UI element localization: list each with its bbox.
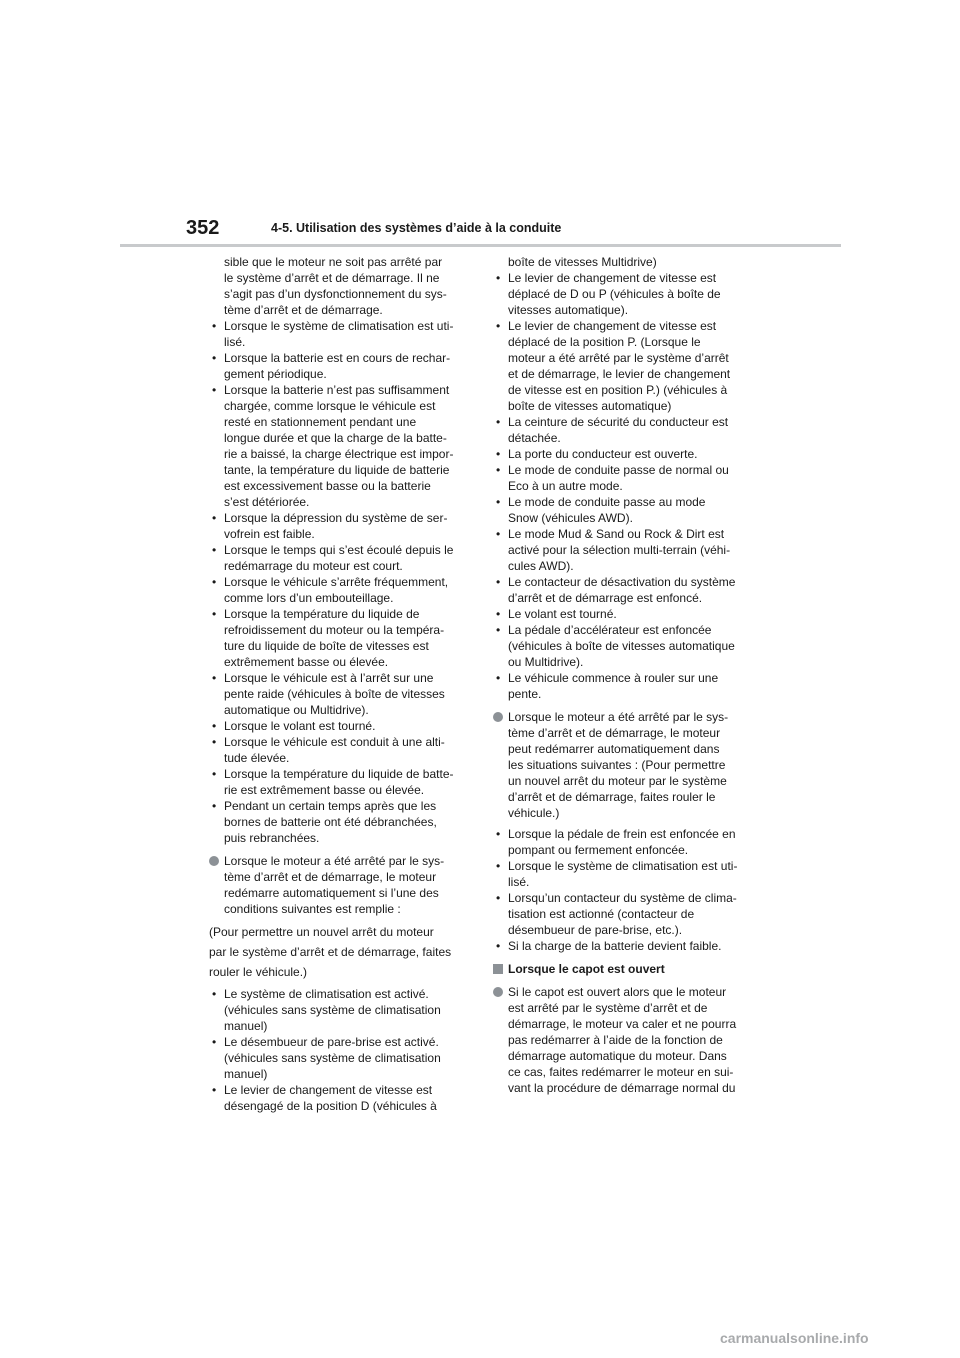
text-line: • Le désembueur de pare-brise est activé.: [224, 1035, 439, 1049]
text-line: boîte de vitesses Multidrive): [508, 255, 657, 269]
text-line: • Lorsque la dépression du système de ser-: [224, 511, 448, 525]
text-line: automatique ou Multidrive).: [224, 703, 369, 717]
text-line: moteur a été arrêté par le système d’arrêt: [508, 351, 729, 365]
text-line: est arrêté par le système d’arrêt et de: [508, 1001, 708, 1015]
text-line: puis rebranchées.: [224, 831, 320, 845]
text-line: • Lorsque la pédale de frein est enfoncée en: [508, 827, 736, 841]
text-line: démarrage automatique du moteur. Dans: [508, 1049, 727, 1063]
text-line: • Lorsque la batterie est en cours de rechar-: [224, 351, 451, 365]
bullet-item: [493, 574, 753, 606]
text-line: par le système d’arrêt et de démarrage, faites: [209, 945, 452, 959]
text-line: • Lorsque la batterie n’est pas suffisamment: [224, 383, 450, 397]
text-line: détachée.: [508, 431, 561, 445]
text-line: resté en stationnement pendant une: [224, 415, 417, 429]
text-line: cules AWD).: [508, 559, 574, 573]
text-line: vant la procédure de démarrage normal du: [508, 1081, 736, 1095]
text-line: ture du liquide de boîte de vitesses est: [224, 639, 429, 653]
text-line: (véhicules sans système de climatisation: [224, 1003, 441, 1017]
text-line: • Le contacteur de désactivation du système: [508, 575, 736, 589]
text-line: pente raide (véhicules à boîte de vitesses: [224, 687, 445, 701]
bullet-item: [209, 986, 474, 1034]
bullet-item: [493, 318, 753, 414]
bullet-item: [209, 542, 474, 574]
text-line: démarrage, le moteur va caler et ne pourra: [508, 1017, 737, 1031]
bullet-item: [493, 670, 753, 702]
text-line: • Lorsque le véhicule s’arrête fréquemment,: [224, 575, 449, 589]
text-line: lisé.: [508, 875, 530, 889]
section-title: 4-5. Utilisation des systèmes d’aide à la conduite: [271, 221, 562, 235]
text-line: un nouvel arrêt du moteur par le système: [508, 774, 727, 788]
bullet-item: [209, 350, 474, 382]
text-line: tème d’arrêt et de démarrage, le moteur: [224, 870, 437, 884]
text-line: ce cas, faites redémarrer le moteur en sui-: [508, 1065, 734, 1079]
bullet-item: [209, 510, 474, 542]
text-line: • Lorsque le véhicule est conduit à une alti-: [224, 735, 445, 749]
text-line: déplacé de la position P. (Lorsque le: [508, 335, 701, 349]
text-line: manuel): [224, 1019, 268, 1033]
text-line: sible que le moteur ne soit pas arrêté par: [224, 255, 443, 269]
bullet-item: [493, 446, 753, 462]
text-line: les situations suivantes : (Pour permettre: [508, 758, 726, 772]
text-line: bornes de batterie ont été débranchées,: [224, 815, 437, 829]
bullet-item: [209, 382, 474, 510]
text-line: de vitesse est en position P.) (véhicules à: [508, 383, 728, 397]
text-line: activé pour la sélection multi-terrain (véhi-: [508, 543, 731, 557]
header-divider: [120, 244, 841, 247]
bullet-item: [493, 826, 753, 858]
text-line: Lorsque le moteur a été arrêté par le sys-: [508, 710, 729, 724]
bullet-item: [493, 622, 753, 670]
text-line: pompant ou fermement enfoncée.: [508, 843, 689, 857]
circle-bullet-icon: [209, 856, 219, 866]
text-line: • La pédale d’accélérateur est enfoncée: [508, 623, 712, 637]
bullet-item: [209, 734, 474, 766]
text-line: s’agit pas d’un dysfonctionnement du sys-: [224, 287, 447, 301]
text-line: tante, la température du liquide de batterie: [224, 463, 450, 477]
bullet-item: [493, 890, 753, 938]
text-line: • Si la charge de la batterie devient faible.: [508, 939, 722, 953]
text-line: • Lorsque le système de climatisation est uti-: [508, 859, 738, 873]
note-item: [209, 853, 474, 917]
text-line: redémarre automatiquement si l’une des: [224, 886, 439, 900]
text-line: longue durée et que la charge de la batte-: [224, 431, 447, 445]
text-line: véhicule.): [508, 806, 560, 820]
text-line: • Lorsque le système de climatisation est uti-: [224, 319, 454, 333]
bullet-item: [493, 494, 753, 526]
bullet-item: [209, 574, 474, 606]
text-line: et de démarrage, le levier de changement: [508, 367, 731, 381]
text-line: • Lorsqu’un contacteur du système de clima-: [508, 891, 737, 905]
left-text-column: [209, 254, 474, 1114]
text-line: Lorsque le moteur a été arrêté par le sys-: [224, 854, 445, 868]
text-line: rie est extrêmement basse ou élevée.: [224, 783, 425, 797]
text-line: est excessivement basse ou la batterie: [224, 479, 431, 493]
text-line: conditions suivantes est remplie :: [224, 902, 401, 916]
text-line: le système d’arrêt et de démarrage. Il ne: [224, 271, 440, 285]
text-line: • Le mode de conduite passe au mode: [508, 495, 706, 509]
text-line: • Lorsque la température du liquide de batte-: [224, 767, 454, 781]
text-line: désembueur de pare-brise, etc.).: [508, 923, 683, 937]
text-line: • Lorsque la température du liquide de: [224, 607, 420, 621]
text-line: gement périodique.: [224, 367, 327, 381]
text-line: peut redémarrer automatiquement dans: [508, 742, 720, 756]
text-line: Snow (véhicules AWD).: [508, 511, 633, 525]
text-line: • Lorsque le temps qui s’est écoulé depuis le: [224, 543, 454, 557]
text-line: tème d’arrêt et de démarrage.: [224, 303, 383, 317]
text-line: vitesses automatique).: [508, 303, 629, 317]
text-line: d’arrêt et de démarrage, faites rouler le: [508, 790, 716, 804]
bullet-item: [209, 798, 474, 846]
text-line: d’arrêt et de démarrage est enfoncé.: [508, 591, 703, 605]
watermark: carmanualsonline.info: [720, 1330, 869, 1346]
text-line: pente.: [508, 687, 542, 701]
bullet-item: [493, 858, 753, 890]
text-line: déplacé de D ou P (véhicules à boîte de: [508, 287, 721, 301]
text-line: • Le véhicule commence à rouler sur une: [508, 671, 719, 685]
text-line: • Le mode de conduite passe de normal ou: [508, 463, 729, 477]
continued-text: [493, 254, 753, 270]
bullet-item: [493, 606, 753, 622]
circle-bullet-icon: [493, 712, 503, 722]
text-line: • Le mode Mud & Sand ou Rock & Dirt est: [508, 527, 725, 541]
circle-bullet-icon: [493, 987, 503, 997]
text-line: vofrein est faible.: [224, 527, 315, 541]
text-line: tude élevée.: [224, 751, 290, 765]
right-text-column: [493, 254, 753, 1101]
text-line: s’est détériorée.: [224, 495, 310, 509]
paragraph: [209, 922, 474, 982]
text-line: • Le système de climatisation est activé.: [224, 987, 429, 1001]
text-line: chargée, comme lorsque le véhicule est: [224, 399, 436, 413]
bullet-item: [209, 718, 474, 734]
text-line: • Le levier de changement de vitesse est: [508, 319, 717, 333]
bullet-item: [493, 526, 753, 574]
text-line: Lorsque le capot est ouvert: [508, 962, 665, 976]
text-line: boîte de vitesses automatique): [508, 399, 672, 413]
bullet-item: [493, 462, 753, 494]
text-line: • La ceinture de sécurité du conducteur est: [508, 415, 729, 429]
text-line: rouler le véhicule.): [209, 965, 308, 979]
text-line: • Le levier de changement de vitesse est: [224, 1083, 433, 1097]
note-item: [493, 709, 753, 821]
text-line: • La porte du conducteur est ouverte.: [508, 447, 698, 461]
text-line: tème d’arrêt et de démarrage, le moteur: [508, 726, 721, 740]
subsection-heading: [493, 961, 753, 977]
text-line: • Le levier de changement de vitesse est: [508, 271, 717, 285]
bullet-item: [493, 414, 753, 446]
text-line: refroidissement du moteur ou la tempéra-: [224, 623, 445, 637]
text-line: rie a baissé, la charge électrique est impor-: [224, 447, 454, 461]
text-line: Eco à un autre mode.: [508, 479, 623, 493]
note-item: [493, 984, 753, 1096]
text-line: • Lorsque le véhicule est à l’arrêt sur une: [224, 671, 434, 685]
text-line: extrêmement basse ou élevée.: [224, 655, 389, 669]
bullet-item: [209, 1082, 474, 1114]
text-line: comme lors d’un embouteillage.: [224, 591, 394, 605]
text-line: ou Multidrive).: [508, 655, 584, 669]
bullet-item: [209, 606, 474, 670]
text-line: (véhicules sans système de climatisation: [224, 1051, 441, 1065]
square-bullet-icon: [493, 964, 503, 974]
text-line: manuel): [224, 1067, 268, 1081]
bullet-item: [493, 270, 753, 318]
text-line: lisé.: [224, 335, 246, 349]
text-line: • Lorsque le volant est tourné.: [224, 719, 376, 733]
continued-text: [209, 254, 474, 318]
page-number: 352: [186, 217, 220, 239]
bullet-item: [209, 1034, 474, 1082]
text-line: • Le volant est tourné.: [508, 607, 617, 621]
text-line: (Pour permettre un nouvel arrêt du moteur: [209, 925, 434, 939]
text-line: (véhicules à boîte de vitesses automatique: [508, 639, 735, 653]
text-line: désengagé de la position D (véhicules à: [224, 1099, 437, 1113]
bullet-item: [209, 318, 474, 350]
text-line: Si le capot est ouvert alors que le moteur: [508, 985, 727, 999]
bullet-item: [209, 766, 474, 798]
text-line: pas redémarrer à l’aide de la fonction de: [508, 1033, 723, 1047]
text-line: • Pendant un certain temps après que les: [224, 799, 437, 813]
text-line: tisation est actionné (contacteur de: [508, 907, 695, 921]
text-line: redémarrage du moteur est court.: [224, 559, 403, 573]
bullet-item: [493, 938, 753, 954]
bullet-item: [209, 670, 474, 718]
